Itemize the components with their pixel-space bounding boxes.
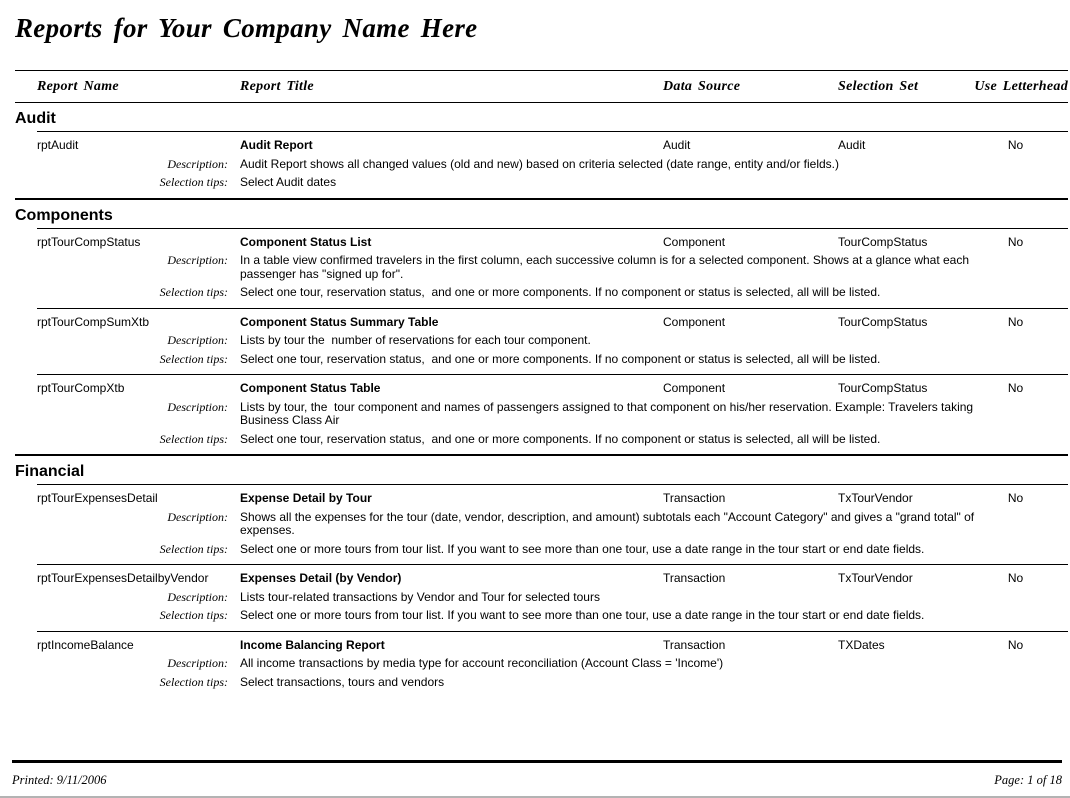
- description-text: Shows all the expenses for the tour (date, vendor, description, and amount) subtotals each "Account Category" and gives a "grand total" of expenses.: [240, 509, 978, 537]
- report-row: [15, 639, 1068, 698]
- selection-tips-label: Selection tips:: [159, 674, 228, 689]
- column-header-data-source: Data Source: [663, 79, 741, 94]
- data-source-cell: Component: [663, 314, 726, 329]
- selection-tips-line: [15, 609, 1068, 623]
- row-separator-rule: [37, 374, 1068, 375]
- column-header-row: [15, 71, 1068, 102]
- selection-tips-label: Selection tips:: [159, 431, 228, 446]
- section-title-rule: [37, 131, 1068, 132]
- description-line: [15, 158, 1068, 172]
- report-row-main: [15, 572, 1068, 586]
- report-row-main: [15, 236, 1068, 250]
- use-letterhead-cell: No: [1007, 381, 1024, 395]
- header-bottom-rule: [15, 102, 1068, 103]
- selection-set-cell: TxTourVendor: [838, 571, 913, 585]
- report-row: [15, 572, 1068, 631]
- data-source-cell: Component: [663, 381, 726, 395]
- description-line: [15, 657, 1068, 671]
- selection-tips-label: Selection tips:: [159, 541, 228, 556]
- selection-tips-label: Selection tips:: [159, 608, 228, 622]
- description-text: Lists by tour, the tour component and names of passengers assigned to that component on his/her reservation. Example: Travelers taking Business Class Air: [240, 399, 977, 427]
- row-separator-rule: [37, 308, 1068, 309]
- use-letterhead-cell: No: [1007, 491, 1024, 505]
- report-row: [15, 492, 1068, 564]
- selection-tips-line: [15, 676, 1068, 690]
- use-letterhead-cell: No: [1007, 234, 1024, 249]
- selection-set-cell: TourCompStatus: [838, 314, 928, 329]
- selection-tips-label: Selection tips:: [159, 351, 228, 366]
- report-row: [15, 139, 1068, 198]
- description-line: [15, 591, 1068, 605]
- description-label: Description:: [167, 333, 228, 347]
- report-title-cell: Component Status List: [240, 234, 372, 249]
- column-header-selection-set: Selection Set: [838, 79, 919, 94]
- report-name-cell: rptTourExpensesDetailbyVendor: [37, 571, 209, 585]
- report-section: [15, 109, 1068, 198]
- report-name-cell: rptTourCompStatus: [37, 234, 141, 249]
- report-section: [15, 206, 1068, 455]
- selection-tips-text: Select one tour, reservation status, and one or more components. If no component or status is selected, all will be listed.: [240, 351, 881, 366]
- description-line: [15, 401, 1068, 428]
- selection-tips-text: Select one or more tours from tour list. If you want to see more than one tour, use a date range in the tour start or end date fields.: [240, 608, 925, 622]
- section-title: Audit: [15, 110, 56, 127]
- description-line: [15, 254, 1068, 281]
- row-separator-rule: [37, 631, 1068, 632]
- description-label: Description:: [167, 656, 228, 670]
- description-line: [15, 511, 1068, 538]
- footer-rule: [12, 760, 1062, 763]
- description-text: Lists tour-related transactions by Vendor and Tour for selected tours: [240, 589, 600, 604]
- section-title-rule: [37, 228, 1068, 229]
- selection-tips-text: Select one tour, reservation status, and one or more components. If no component or status is selected, all will be listed.: [240, 431, 881, 446]
- report-title-cell: Expenses Detail (by Vendor): [240, 571, 402, 585]
- report-title-cell: Audit Report: [240, 138, 313, 152]
- report-name-cell: rptTourCompSumXtb: [37, 314, 150, 329]
- use-letterhead-cell: No: [1007, 314, 1024, 329]
- report-row-main: [15, 639, 1068, 653]
- report-title-cell: Expense Detail by Tour: [240, 491, 372, 505]
- report-row: [15, 382, 1068, 454]
- report-row-main: [15, 316, 1068, 330]
- report-row-main: [15, 492, 1068, 506]
- selection-tips-text: Select one tour, reservation status, and one or more components. If no component or status is selected, all will be listed.: [240, 285, 881, 299]
- report-name-cell: rptTourCompXtb: [37, 381, 125, 395]
- data-source-cell: Transaction: [663, 637, 726, 652]
- selection-set-cell: TxTourVendor: [838, 491, 913, 505]
- page-number: Page: 1 of 18: [994, 773, 1062, 787]
- use-letterhead-cell: No: [1007, 138, 1024, 152]
- use-letterhead-cell: No: [1007, 637, 1024, 652]
- report-title-cell: Income Balancing Report: [240, 637, 385, 652]
- description-text: In a table view confirmed travelers in the first column, each successive column is for a selected component. Shows at a glance what each passenger has "signed up for".: [240, 253, 973, 281]
- description-text: All income transactions by media type for account reconciliation (Account Class = 'Income'): [240, 656, 724, 670]
- report-row-main: [15, 382, 1068, 396]
- report-title-cell: Component Status Table: [240, 381, 381, 395]
- column-header-use-letterhead: Use Letterhead: [974, 79, 1068, 94]
- selection-tips-text: Select one or more tours from tour list. If you want to see more than one tour, use a date range in the tour start or end date fields.: [240, 541, 925, 556]
- selection-tips-line: [15, 353, 1068, 367]
- selection-set-cell: TXDates: [838, 637, 885, 652]
- selection-tips-text: Select transactions, tours and vendors: [240, 674, 445, 689]
- report-name-cell: rptAudit: [37, 138, 79, 152]
- selection-tips-line: [15, 543, 1068, 557]
- selection-tips-label: Selection tips:: [159, 175, 228, 189]
- selection-set-cell: TourCompStatus: [838, 381, 928, 395]
- selection-tips-label: Selection tips:: [159, 285, 228, 299]
- section-separator-rule: [15, 198, 1068, 200]
- printed-date: Printed: 9/11/2006: [12, 773, 107, 787]
- selection-set-cell: Audit: [838, 138, 866, 152]
- description-label: Description:: [167, 399, 228, 414]
- description-label: Description:: [167, 589, 228, 604]
- report-title-cell: Component Status Summary Table: [240, 314, 439, 329]
- section-title-rule: [37, 484, 1068, 485]
- report-name-cell: rptTourExpensesDetail: [37, 491, 158, 505]
- selection-tips-line: [15, 176, 1068, 190]
- page-title: Reports for Your Company Name Here: [15, 13, 478, 43]
- report-name-cell: rptIncomeBalance: [37, 637, 134, 652]
- report-section: [15, 462, 1068, 697]
- column-header-report-name: Report Name: [37, 79, 119, 94]
- data-source-cell: Audit: [663, 138, 691, 152]
- report-document: [15, 0, 1068, 697]
- footer-line: [12, 773, 1062, 788]
- description-label: Description:: [167, 253, 228, 267]
- row-separator-rule: [37, 564, 1068, 565]
- data-source-cell: Component: [663, 234, 726, 249]
- selection-tips-text: Select Audit dates: [240, 175, 337, 189]
- use-letterhead-cell: No: [1007, 571, 1024, 585]
- selection-set-cell: TourCompStatus: [838, 234, 928, 249]
- report-row: [15, 236, 1068, 308]
- data-source-cell: Transaction: [663, 491, 726, 505]
- description-label: Description:: [167, 509, 228, 524]
- report-row-main: [15, 139, 1068, 153]
- description-line: [15, 334, 1068, 348]
- data-source-cell: Transaction: [663, 571, 726, 585]
- description-text: Lists by tour the number of reservations for each tour component.: [240, 333, 591, 347]
- report-row: [15, 316, 1068, 375]
- description-text: Audit Report shows all changed values (old and new) based on criteria selected (date range, entity and/or fields.): [240, 156, 840, 171]
- section-title: Financial: [15, 463, 85, 480]
- section-title: Components: [15, 206, 113, 224]
- selection-tips-line: [15, 286, 1068, 300]
- page-footer: [12, 760, 1062, 788]
- description-label: Description:: [167, 156, 228, 171]
- sections-container: [15, 109, 1068, 697]
- column-header-report-title: Report Title: [240, 79, 314, 94]
- selection-tips-line: [15, 433, 1068, 447]
- section-separator-rule: [15, 454, 1068, 456]
